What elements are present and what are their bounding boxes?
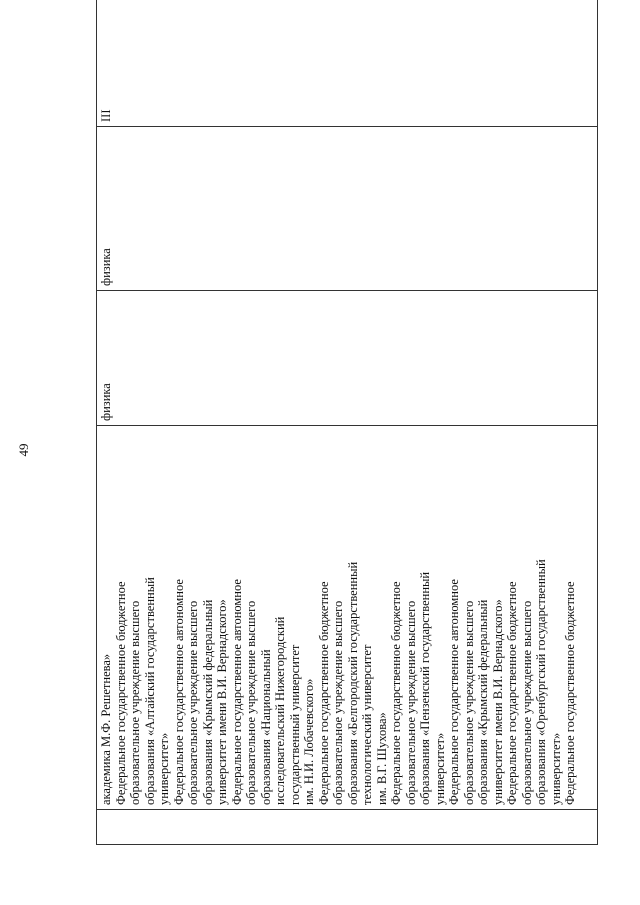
organization-line: образовательное учреждение высшего <box>519 600 534 805</box>
organization-line: Федеральное государственное бюджетное <box>316 581 331 805</box>
organization-line: образования «Крымский федеральный <box>476 599 490 805</box>
organization-line: университет» <box>157 732 171 805</box>
organization-line: Федеральное государственное бюджетное <box>563 581 577 805</box>
level-value: III <box>99 109 113 122</box>
organization-line: государственный университет <box>287 644 302 805</box>
organization-line: университет имени В.И. Вернадского» <box>215 599 229 805</box>
subject-profile-cell <box>97 291 598 426</box>
olympiad-table <box>96 0 598 845</box>
organization-line: Федеральное государственное автономное <box>229 579 244 805</box>
organization-line: образовательное учреждение высшего <box>461 600 476 805</box>
organization-line: образовательное учреждение высшего <box>403 600 418 805</box>
organization-line: технологический университет <box>360 644 374 805</box>
organization-line: Федеральное государственное бюджетное <box>389 581 403 805</box>
organization-line: образования «Оренбургский государственный <box>534 559 548 805</box>
organizations-list <box>99 430 578 805</box>
organization-line: Федеральное государственное автономное <box>171 579 186 805</box>
organization-line: им. В.Г. Шухова» <box>374 712 389 805</box>
organization-line: Федеральное государственное автономное <box>447 579 461 805</box>
organization-line: образования «Белгородский государственный <box>345 561 360 805</box>
organization-line: образовательное учреждение высшего <box>128 600 142 805</box>
organization-line: Федеральное государственное бюджетное <box>505 581 519 805</box>
organization-line: исследовательский Нижегородский <box>273 616 287 805</box>
organization-line: Федеральное государственное бюджетное <box>113 581 128 805</box>
organization-line: академика М.Ф. Решетнева» <box>99 653 113 805</box>
organization-line: им. Н.И. Лобачевского» <box>302 678 316 805</box>
organization-line: образовательное учреждение высшего <box>331 600 345 805</box>
level-cell <box>97 0 598 127</box>
table-row <box>97 0 598 845</box>
organization-line: образования «Национальный <box>258 649 273 805</box>
organization-line: университет имени В.И. Вернадского» <box>490 599 505 805</box>
row-index-cell <box>97 810 598 845</box>
organizations-cell <box>97 426 598 810</box>
subject-profile: физика <box>99 383 113 421</box>
subject-olympiad-cell <box>97 127 598 291</box>
subject-olympiad: физика <box>99 248 113 286</box>
organization-line: образования «Пензенский государственный <box>418 571 432 805</box>
organization-line: университет» <box>548 732 563 805</box>
rotated-table-wrapper <box>96 30 598 845</box>
organization-line: образования «Крымский федеральный <box>200 599 215 805</box>
organization-line: образовательное учреждение высшего <box>244 600 258 805</box>
organization-line: образования «Алтайский государственный <box>142 577 157 805</box>
organization-line: образовательное учреждение высшего <box>186 600 200 805</box>
page-number: 49 <box>16 443 31 457</box>
organization-line: университет» <box>432 732 447 805</box>
